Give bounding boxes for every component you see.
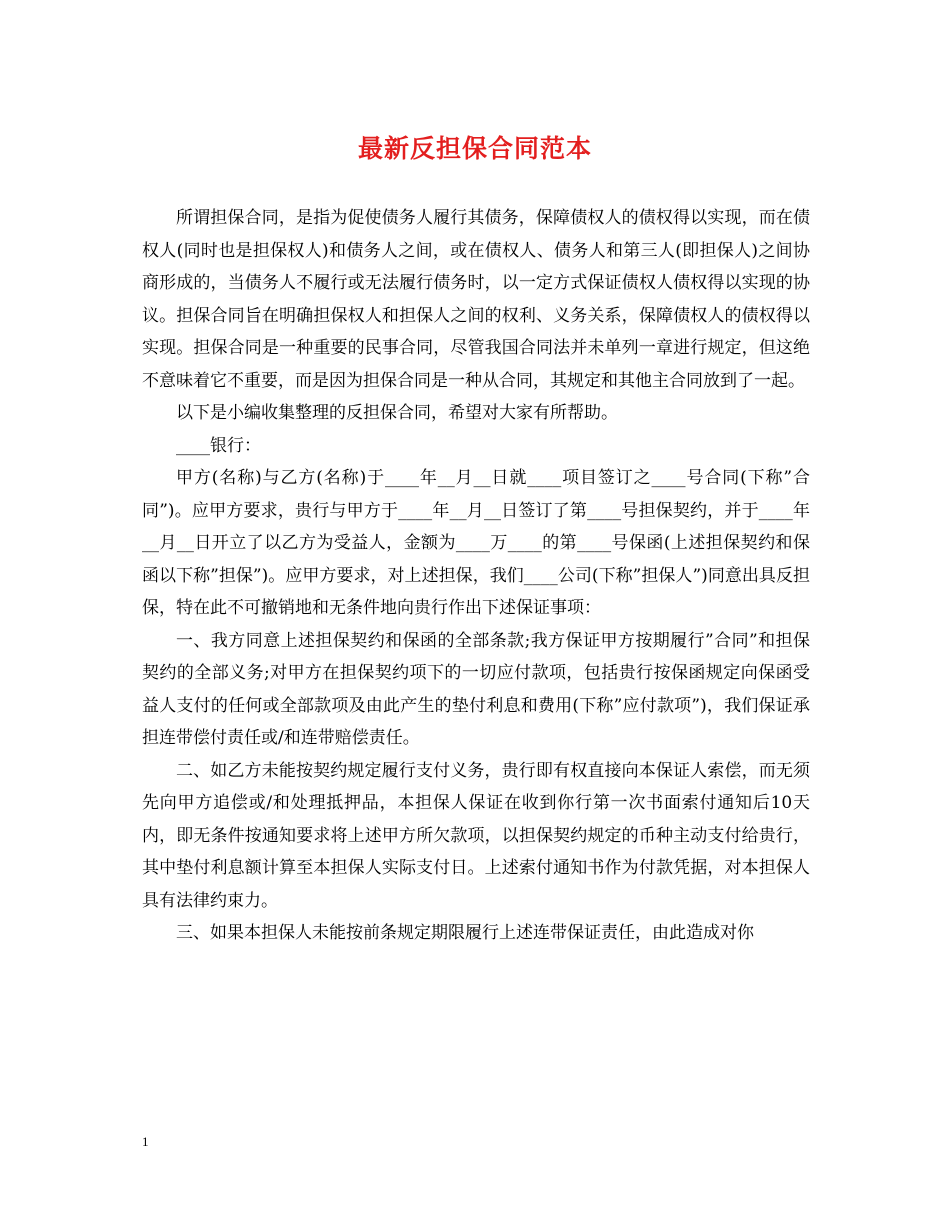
paragraph-clause-1: 一、我方同意上述担保契约和保函的全部条款;我方保证甲方按期履行”合同”和担保契约的全部义务;对甲方在担保契约项下的一切应付款项，包括贵行按保函规定向保函受益人支付的任何或全部款项及由此产生的垫付利息和费用(下称”应付款项”)，我们保证承担连带偿付责任或/和连带赔偿责任。 (142, 630, 810, 748)
paragraph-preface: 以下是小编收集整理的反担保合同，希望对大家有所帮助。 (176, 403, 618, 423)
paragraph-clause-3: 三、如果本担保人未能按前条规定期限履行上述连带保证责任，由此造成对你 (176, 923, 754, 943)
paragraph-clause-2: 二、如乙方未能按契约规定履行支付义务，贵行即有权直接向本保证人索偿，而无须先向甲方追偿或/和处理抵押品，本担保人保证在收到你行第一次书面索付通知后10天内，即无条件按通知要求将上述甲方所欠款项，以担保契约规定的币种主动支付给贵行，其中垫付利息额计算至本担保人实际支付日。上述索付通知书作为付款凭据，对本担保人具有法律约束力。 (142, 760, 810, 911)
paragraph-addressee: ____银行： (176, 435, 261, 456)
paragraph-recital: 甲方(名称)与乙方(名称)于____年__月__日就____项目签订之____号合同(下称”合同”)。应甲方要求，贵行与甲方于____年__月__日签订了第____号担保契约，并于____年__月__日开立了以乙方为受益人，金额为____万____的第____号保函(上述担保契约和保函以下称”担保”)。应甲方要求，对上述担保，我们____公司(下称”担保人”)同意出具反担保，特在此不可撤销地和无条件地向贵行作出下述保证事项： (142, 468, 810, 618)
document-title: 最新反担保合同范本 (357, 134, 592, 163)
paragraph-intro: 所谓担保合同，是指为促使债务人履行其债务，保障债权人的债权得以实现，而在债权人(同时也是担保权人)和债务人之间，或在债权人、债务人和第三人(即担保人)之间协商形成的，当债务人不履行或无法履行债务时，以一定方式保证债权人债权得以实现的协议。担保合同旨在明确担保权人和担保人之间的权利、义务关系，保障债权人的债权得以实现。担保合同是一种重要的民事合同，尽管我国合同法并未单列一章进行规定，但这绝不意味着它不重要，而是因为担保合同是一种从合同，其规定和其他主合同放到了一起。 (142, 208, 810, 391)
page-number: 1 (142, 1134, 149, 1149)
document-body (142, 202, 810, 950)
